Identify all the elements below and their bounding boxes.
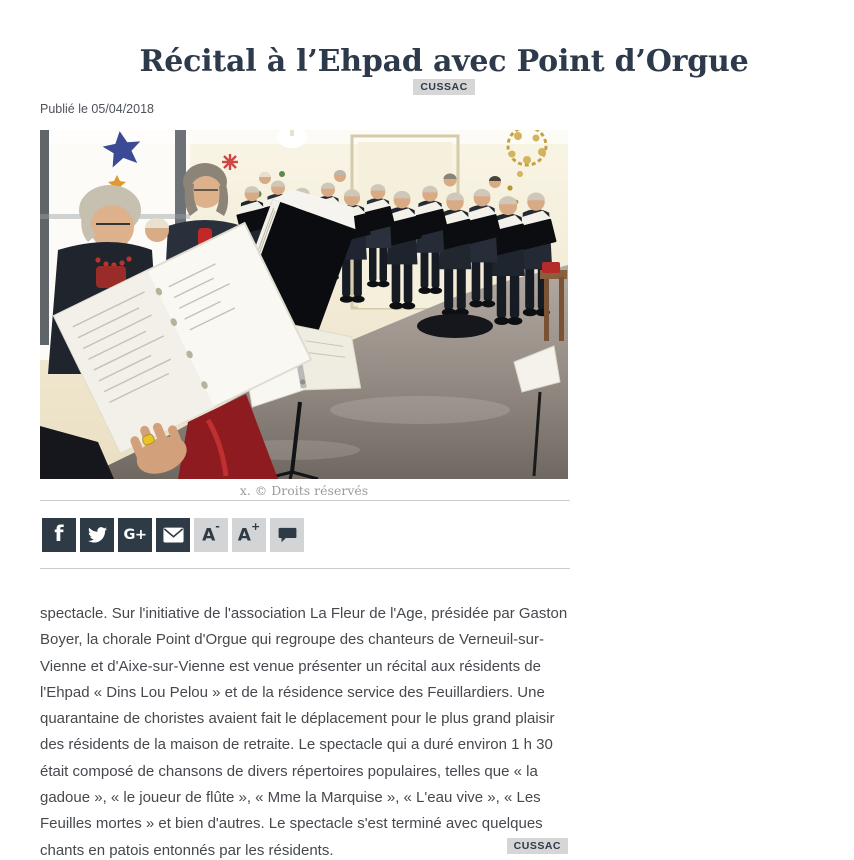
category-badge-row	[40, 77, 848, 95]
article-body: spectacle. Sur l'initiative de l'association La Fleur de l'Age, présidée par Gaston Boyer, la chorale Point d'Orgue qui regroupe des chanteurs de Verneuil-sur-Vienne et d'Aixe-sur-Vienne est venue présenter un récital aux résidents de l'Ehpad « Dins Lou Pelou » et de la résidence service des Feuillardiers. Une quarantaine de choristes avaient fait le déplacement pour le plus grand plaisir des résidents de la maison de retraite. Le spectacle qui a duré environ 1 h 30 était composé de chansons de divers répertoires populaires, telles que « la gadoue », « le joueur de flûte », « Mme la Marquise », « L'eau vive », « Les Feuilles mortes » et bien d'autres. Le spectacle s'est terminé avec quelques chants en patois entonnés par les résidents.	[40, 605, 568, 859]
category-badge-bottom[interactable]: CUSSAC	[507, 838, 568, 854]
increase-font-button[interactable]	[232, 518, 266, 552]
article-page	[40, 0, 848, 860]
divider-top	[40, 500, 570, 501]
article-photo	[40, 130, 568, 479]
envelope-icon	[163, 527, 184, 543]
decrease-font-button[interactable]	[194, 518, 228, 552]
googleplus-share-button[interactable]	[118, 518, 152, 552]
googleplus-icon: G+	[123, 526, 147, 543]
facebook-share-button[interactable]	[42, 518, 76, 552]
choir-photo-illustration	[40, 130, 568, 479]
facebook-icon: f	[54, 521, 64, 546]
twitter-icon	[88, 527, 107, 543]
category-badge-top[interactable]: CUSSAC	[413, 79, 474, 95]
published-date: Publié le 05/04/2018	[40, 102, 154, 116]
photo-caption: x. © Droits réservés	[239, 483, 369, 498]
divider-bottom	[40, 568, 570, 569]
share-toolbar	[42, 518, 304, 552]
email-share-button[interactable]	[156, 518, 190, 552]
speech-bubble-icon	[278, 527, 297, 544]
twitter-share-button[interactable]	[80, 518, 114, 552]
font-increase-icon: A+	[237, 520, 261, 546]
category-badge-row-bottom	[40, 836, 568, 854]
font-decrease-icon: A-	[202, 520, 220, 546]
page-title: Récital à l’Ehpad avec Point d’Orgue	[139, 44, 749, 80]
comments-button[interactable]	[270, 518, 304, 552]
